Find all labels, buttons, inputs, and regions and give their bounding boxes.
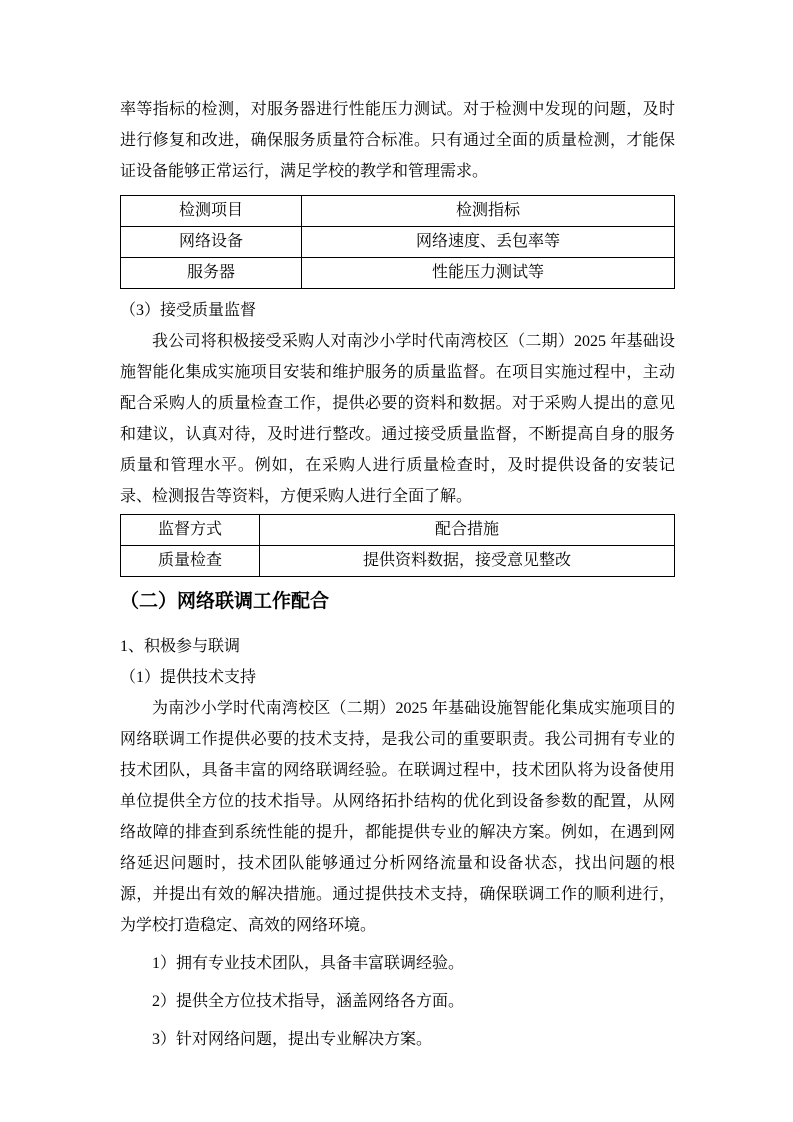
- table-cell-network-metrics: 网络速度、丢包率等: [302, 227, 675, 258]
- table-cell-server: 服务器: [121, 258, 302, 289]
- table-header-cell-supervision-method: 监督方式: [121, 515, 260, 546]
- table-row: [121, 227, 675, 258]
- inspection-table: [120, 195, 675, 289]
- table-cell-server-metrics: 性能压力测试等: [302, 258, 675, 289]
- table-header-row: [121, 515, 675, 546]
- table-cell-network-device: 网络设备: [121, 227, 302, 258]
- supervision-table: [120, 514, 675, 577]
- table-cell-measure-detail: 提供资料数据，接受意见整改: [260, 546, 675, 577]
- table-header-cell-cooperation-measure: 配合措施: [260, 515, 675, 546]
- table-header-cell-inspection-index: 检测指标: [302, 196, 675, 227]
- list-item-team: 1）拥有专业技术团队，具备丰富联调经验。: [152, 955, 465, 972]
- heading-participate-coordination: 1、积极参与联调: [120, 638, 241, 655]
- table-row: [121, 546, 675, 577]
- paragraph-supervision: 我公司将积极接受采购人对南沙小学时代南湾校区（二期）2025 年基础设施智能化集成实施项目安装和维护服务的质量监督。在项目实施过程中，主动配合采购人的质量检查工作，提供必要的资料和数据。对于采购人提出的意见和建议，认真对待，及时进行整改。通过接受质量监督，不断提高自身的服务质量和管理水平。例如，在采购人进行质量检查时，及时提供设备的安装记录、检测报告等资料，方便采购人进行全面了解。: [120, 333, 675, 505]
- table-cell-quality-inspection: 质量检查: [121, 546, 260, 577]
- list-item-guidance: 2）提供全方位技术指导，涵盖网络各方面。: [152, 993, 465, 1010]
- heading-accept-supervision: （3）接受质量监督: [120, 302, 257, 319]
- table-header-row: [121, 196, 675, 227]
- table-row: [121, 258, 675, 289]
- paragraph-tech-support: 为南沙小学时代南湾校区（二期）2025 年基础设施智能化集成实施项目的网络联调工作提供必要的技术支持，是我公司的重要职责。我公司拥有专业的技术团队，具备丰富的网络联调经验。在联调过程中，技术团队将为设备使用单位提供全方位的技术指导。从网络拓扑结构的优化到设备参数的配置，从网络故障的排查到系统性能的提升，都能提供专业的解决方案。例如，在遇到网络延迟问题时，技术团队能够通过分析网络流量和设备状态，找出问题的根源，并提出有效的解决措施。通过提供技术支持，确保联调工作的顺利进行，为学校打造稳定、高效的网络环境。: [120, 700, 675, 934]
- heading-tech-support: （1）提供技术支持: [120, 669, 257, 686]
- list-item-solution: 3）针对网络问题，提出专业解决方案。: [152, 1031, 433, 1048]
- heading-network-coordination: （二）网络联调工作配合: [120, 591, 330, 612]
- paragraph-quality-check: 率等指标的检测，对服务器进行性能压力测试。对于检测中发现的问题，及时进行修复和改进，确保服务质量符合标准。只有通过全面的质量检测，才能保证设备能够正常运行，满足学校的教学和管理需求。: [120, 101, 675, 180]
- table-header-cell-inspection-item: 检测项目: [121, 196, 302, 227]
